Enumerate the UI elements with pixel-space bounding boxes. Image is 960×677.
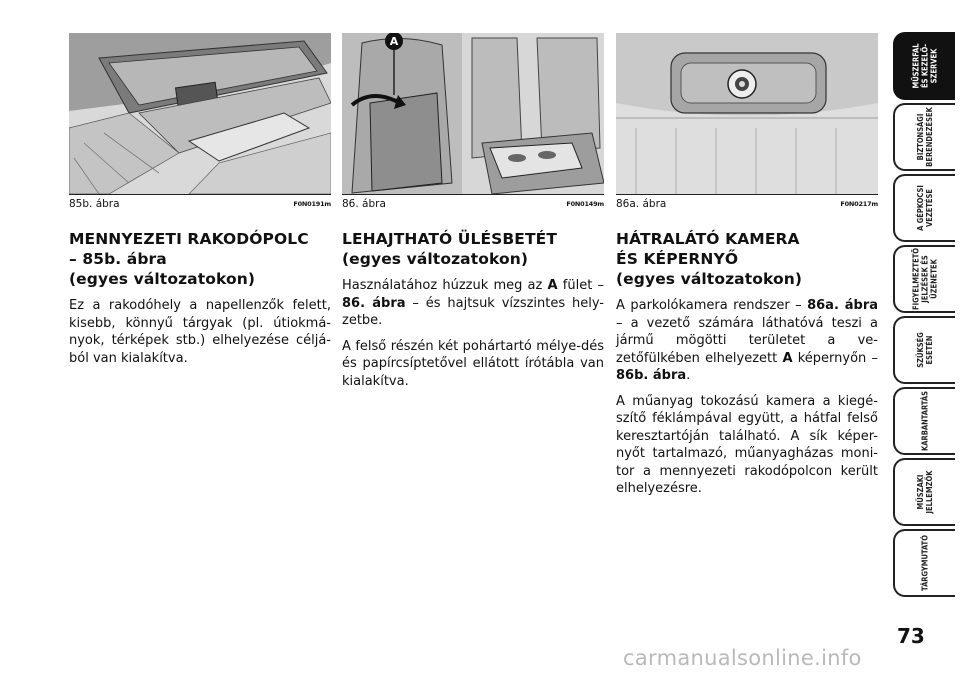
figure-86 [342,33,604,195]
tab-instruments[interactable] [893,32,955,100]
marker-a: A [389,35,399,48]
tab-driving[interactable] [893,174,955,242]
tab-label: SZÜKSÉG ESETÉN [916,332,934,368]
figure-code: F0N0149m [566,200,604,208]
tab-label: BIZTONSÁGI BERENDEZÉSEK [916,107,934,167]
tab-technical[interactable] [893,458,955,526]
tab-label: FIGYELMEZTETŐ JELZÉSEK ÉS ÜZENETEK [911,247,939,311]
section-heading: LEHAJTHATÓ ÜLÉSBETÉT (egyes változatokon) [342,230,558,268]
page-number: 73 [897,624,925,648]
figure-code: F0N0217m [840,200,878,208]
caption-label: 86. ábra [342,198,386,210]
figure-caption [342,197,604,211]
section-heading: HÁTRALÁTÓ KAMERA ÉS KÉPERNYŐ (egyes változatokon) [616,230,803,288]
tab-label: MŰSZERFAL ÉS KEZELŐ- SZERVEK [911,43,939,89]
caption-label: 85b. ábra [69,198,120,210]
section-heading: MENNYEZETI RAKODÓPOLC – 85b. ábra (egyes változatokon) [69,230,309,288]
column-roof-shelf [69,229,331,375]
figure-85b [69,33,331,195]
roof-shelf-illustration [69,33,331,194]
tab-index[interactable] [893,529,955,597]
body-paragraph: A műanyag tokozású kamera a kiegé-szítő féklámpával együtt, a hátfal felső keresztartóján található. A sík képer-nyőt tartalmazó, műanyagházas moni-tor a mennyezeti rakodópolcon került elhelyezésre. [616,393,878,496]
tab-label: TÁRGYMUTATÓ [920,535,930,591]
column-seat-insert [342,229,604,398]
tab-maintenance[interactable] [893,387,955,455]
body-paragraph: A parkolókamera rendszer – 86a. ábra – a vezető számára láthatóvá teszi a jármű mögötti területet a ve-zetőfülkében elhelyezett A képernyőn – 86b. ábra. [616,298,879,383]
seat-tray-illustration [342,33,604,194]
figure-code: F0N0191m [293,200,331,208]
watermark: carmanualsonline.info [623,646,862,670]
rear-camera-illustration [616,33,878,194]
caption-label: 86a. ábra [616,198,667,210]
tab-label: MŰSZAKI JELLEMZŐK [916,470,934,514]
tab-label: KARBANTARTÁS [920,391,930,451]
body-paragraph: A felső részén két pohártartó mélye-dés és papírcsíptetővel ellátott írótábla van kialakítva. [342,338,604,389]
figure-caption [616,197,878,211]
tab-warnings[interactable] [893,245,955,313]
tab-label: A GÉPKOCSI VEZETÉSE [916,185,934,231]
body-paragraph: Használatához húzzuk meg az A fület – 86. ábra – és hajtsuk vízszintes hely-zetbe. [342,278,604,328]
tab-emergency[interactable] [893,316,955,384]
tab-safety[interactable] [893,103,955,171]
column-rear-camera [616,229,878,506]
figure-caption [69,197,331,211]
body-paragraph: Ez a rakodóhely a napellenzők felett, kisebb, könnyű tárgyak (pl. útiokmá-nyok, térképek stb.) elhelyezése céljá-ból van kialakítva. [69,298,331,366]
figure-86a [616,33,878,195]
